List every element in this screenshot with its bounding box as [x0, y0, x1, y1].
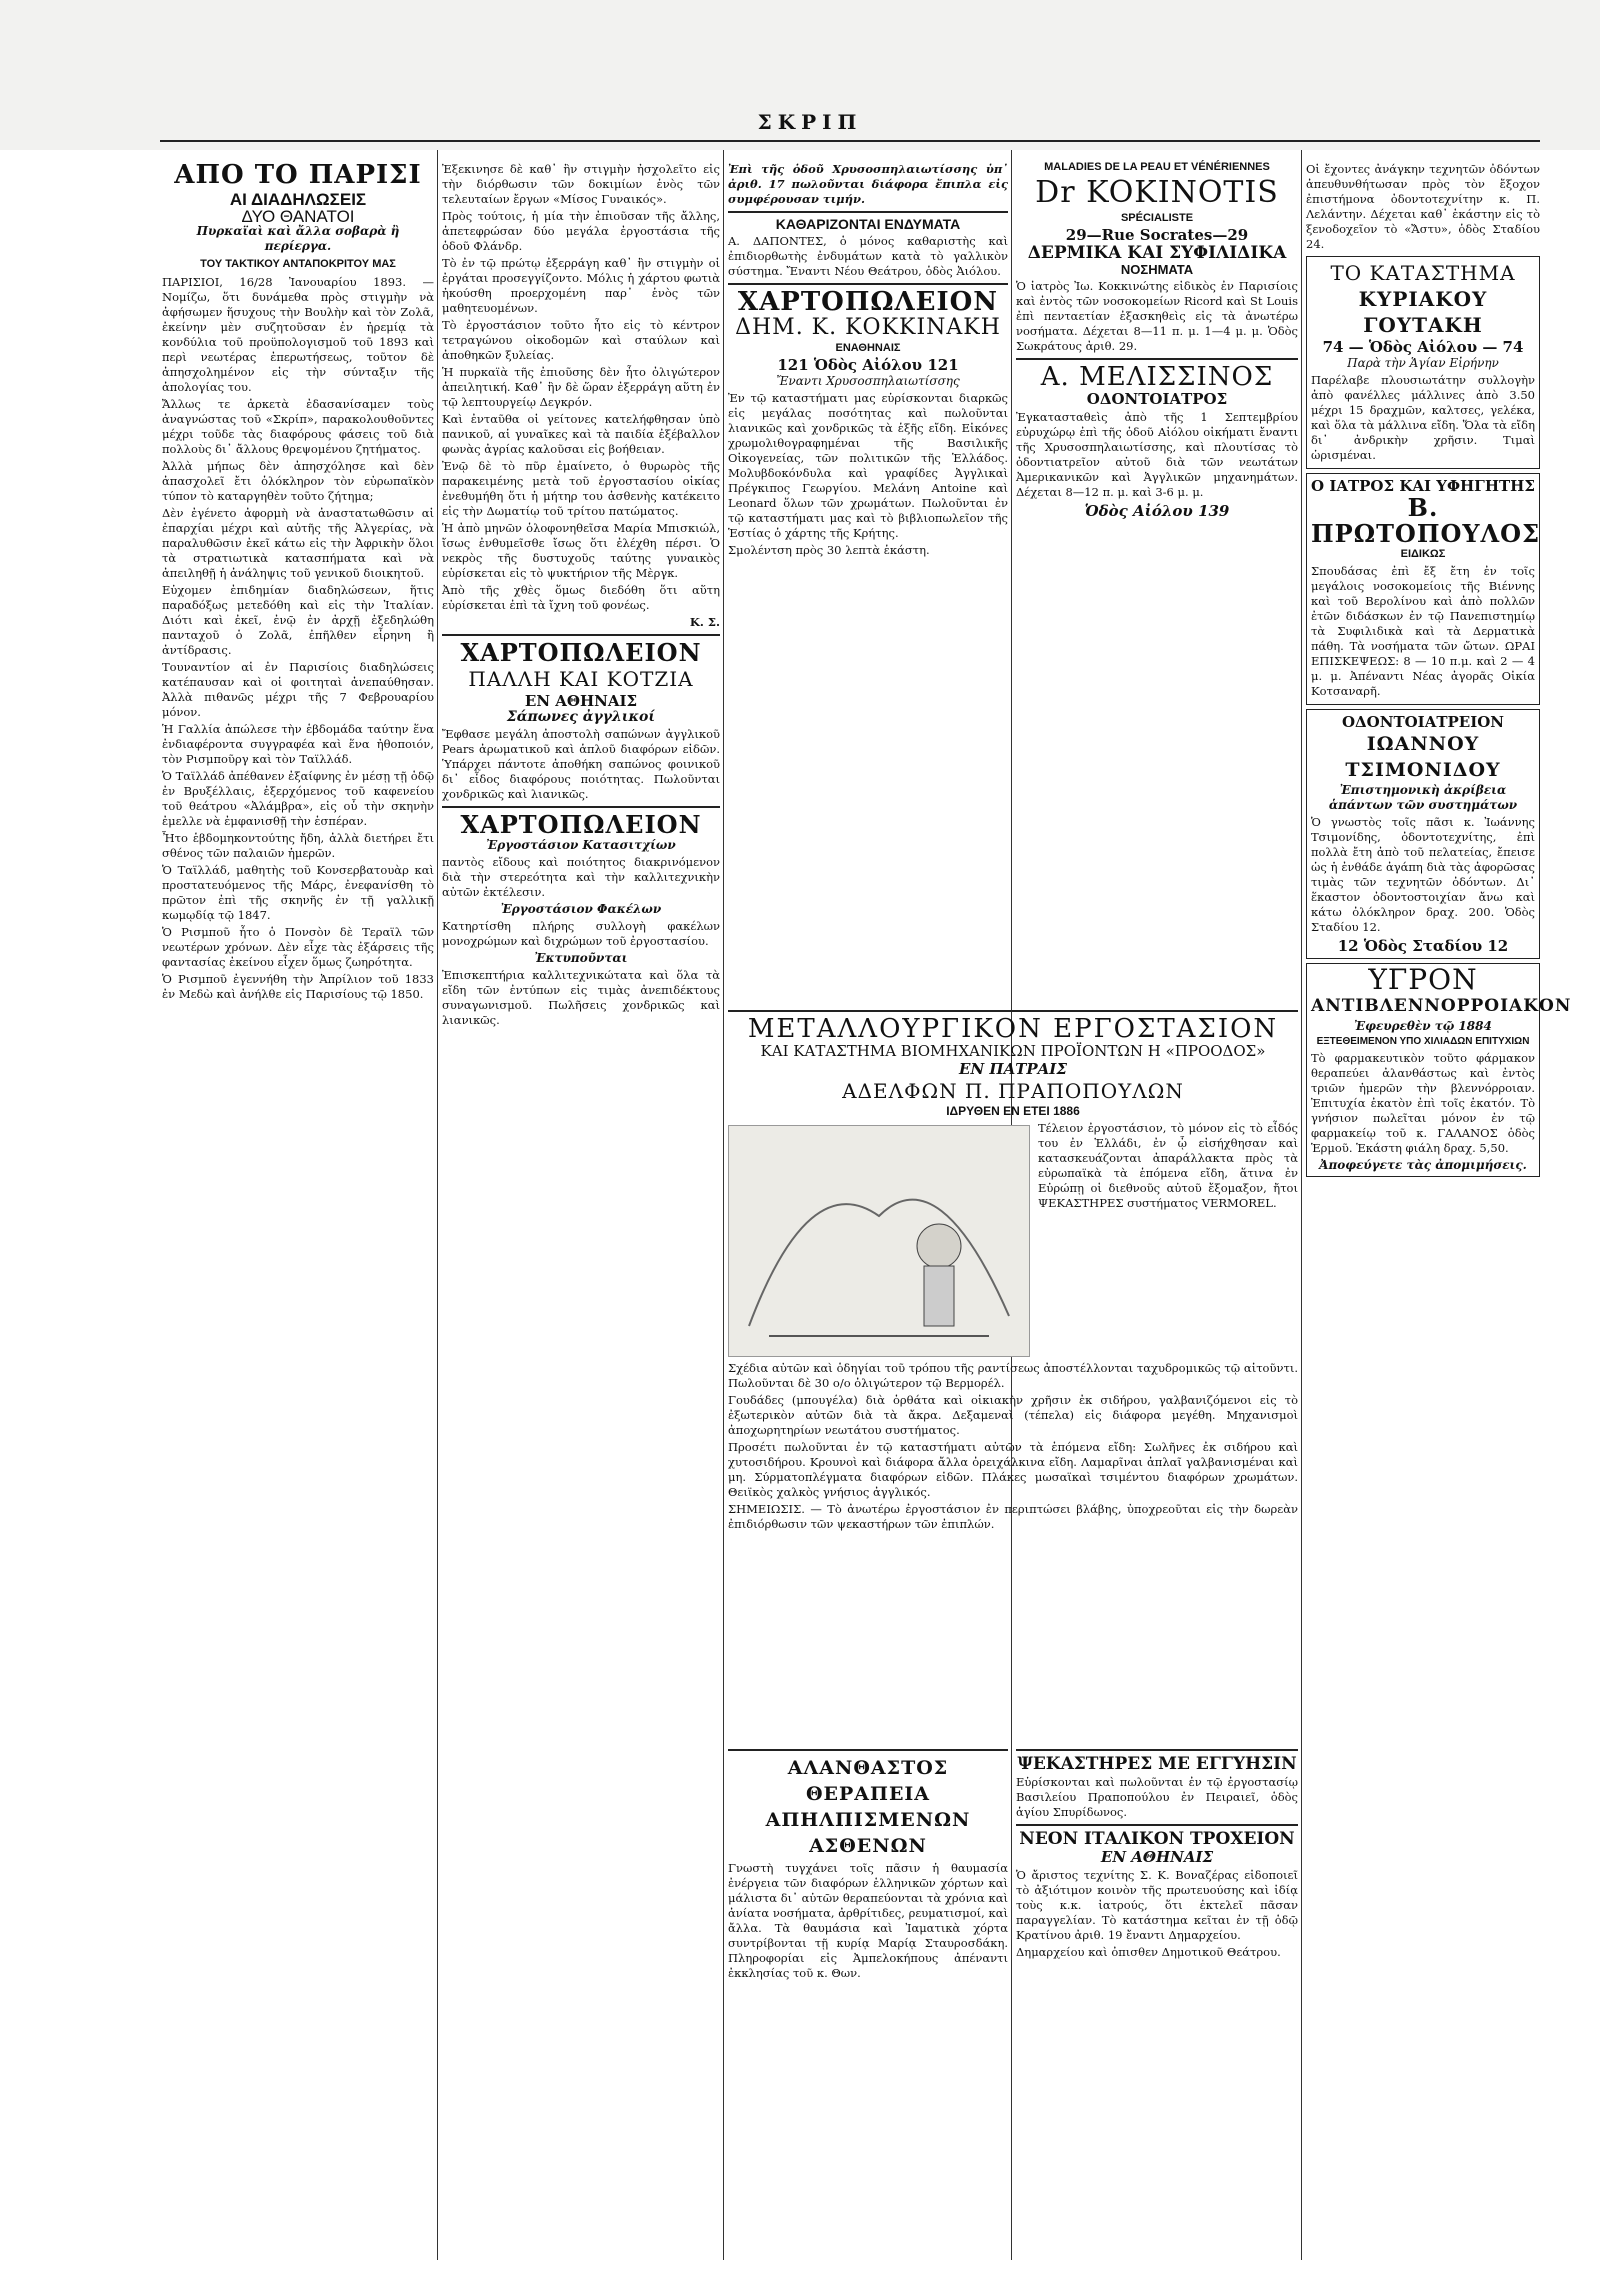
advert-address: 12 Ὁδὸς Σταδίου 12: [1337, 937, 1509, 955]
divider: [728, 1010, 1298, 1012]
advert-subheading: Ἐπιστημονικὴ ἀκρίβεια ἁπάντων τῶν συστημάτων: [1328, 783, 1518, 812]
advert-subheading: ΕΙΔΙΚΩΣ: [1400, 548, 1446, 560]
advert-subheading: ΟΔΟΝΤΟΙΑΤΡΟΣ: [1086, 390, 1228, 408]
advert-subheading: ΙΔΡΥΘΕΝ ΕΝ ΕΤΕΙ 1886: [946, 1104, 1080, 1118]
advert-address: 29—Rue Socrates—29: [1065, 226, 1249, 244]
advert-body: Τέλειον ἐργοστάσιον, τὸ μόνον εἰς τὸ εἶδός του ἐν Ἑλλάδι, ἐν ᾧ εἰσήχθησαν καὶ κατασκευάζονται ἀπαράλλακτα πρὸς τὰ εὐρωπαϊκὰ τὰ ἑπόμενα εἴδη, ἅτινα ἐν Εὐρώπῃ οἱ διεθνοῦς αὐτοῦ ἔξομαξον, ἤτοι ΨΕΚΑΣΤΗΡΕΣ συστήματος VERMOREL.: [1038, 1121, 1298, 1210]
advert-address: 121 Ὁδὸς Αἰόλου 121: [777, 356, 959, 374]
advert-heading: ΚΥΡΙΑΚΟΥ ΓΟΥΤΑΚΗ: [1358, 287, 1488, 337]
advert-goutakis: [1306, 256, 1540, 469]
advert-body: παντὸς εἴδους καὶ ποιότητος διακρινόμενον διὰ τὴν στερεότητα καὶ τὴν καλλιτεχνικὴν αὐτῶν ἐκτέλεσιν.: [442, 855, 720, 899]
advert-heading: ΤΟ ΚΑΤΑΣΤΗΜΑ: [1330, 261, 1516, 285]
article-subtitle: ΑΙ ΔΙΑΔΗΛΩΣΕΙΣ: [229, 190, 367, 209]
advert-address-note: Παρὰ τὴν Ἁγίαν Εἰρήνην: [1347, 356, 1499, 370]
paragraph: Τὸ ἐν τῷ πρώτῳ ἐξερράγη καθ᾽ ἣν στιγμὴν οἱ ἐργάται προσεγγίζοντο. Μόλις ἡ χάρτου φωτιὰ ἠκούσθη προερχομένη παρ᾽ ἑνὸς τῶν μαθητευομένων.: [442, 256, 720, 315]
notice-furniture: Ἐπὶ τῆς ὁδοῦ Χρυσοσπηλαιωτίσσης ὑπ᾽ ἀριθ. 17 πωλοῦνται διάφορα ἔπιπλα εἰς συμφέρουσαν τιμήν.: [728, 162, 1008, 206]
advert-palli-kotzia: [442, 640, 720, 802]
column-rule: [723, 150, 724, 2260]
advert-heading: ΚΑΙ ΚΑΤΑΣΤΗΜΑ ΒΙΟΜΗΧΑΝΙΚΩΝ ΠΡΟΪΟΝΤΩΝ Η «ΠΡΟΟΔΟΣ»: [760, 1042, 1266, 1060]
advert-body: Εὑρίσκονται καὶ πωλοῦνται ἐν τῷ ἐργοστασίῳ Βασιλείου Πραποπούλου ἐν Πειραιεῖ, ὁδὸς ἁγίου Σπυρίδωνος.: [1016, 1775, 1298, 1819]
divider: [1016, 358, 1298, 360]
divider: [728, 1749, 1008, 1751]
advert-heading: ΧΑΡΤΟΠΩΛΕΙΟΝ: [737, 287, 999, 317]
article-title: ΑΠΟ ΤΟ ΠΑΡΙΣΙ: [174, 160, 422, 190]
paragraph: Ἦτο ἑβδομηκοντούτης ἤδη, ἀλλὰ διετήρει ἔτι σθένος τῶν παλαιῶν ἡμερῶν.: [162, 831, 434, 860]
advert-heading: ΧΑΡΤΟΠΩΛΕΙΟΝ: [460, 810, 702, 839]
advert-subheading: Ἐφευρεθὲν τῷ 1884: [1354, 1019, 1492, 1033]
advert-heading: ΠΑΛΛΗ ΚΑΙ ΚΟΤΖΙΑ: [468, 667, 694, 691]
advert-heading: ΑΝΤΙΒΛΕΝΝΟΡΡΟΙΑΚΟΝ: [1311, 996, 1572, 1016]
advert-chartopoleion: [442, 812, 720, 1028]
advert-body: Ὁ ἰατρὸς Ἰω. Κοκκινώτης εἰδικὸς ἐν Παρισίοις καὶ ἐντὸς τῶν νοσοκομείων Ricord καὶ St Louis ἐπὶ πενταετίαν ἐξασκηθεὶς εἰς τὰ ἀνωτέρω νοσήματα. Δέχεται 8—11 π. μ. 1—4 μ. μ. Ὁδὸς Σωκράτους ἀριθ. 29.: [1016, 279, 1298, 353]
advert-body: Ὁ γνωστὸς τοῖς πᾶσι κ. Ἰωάννης Τσιμονίδης, ὀδοντοτεχνίτης, ἐπὶ πολλὰ ἔτη ἀπὸ τοῦ πελατείας, ἔπεισε ὡς ἡ ἐνθάδε ἀγάπη διὰ τὰς ἀφορῶσας τιμὰς τῶν τεχνητῶν ὀδόντων. Δι᾽ ἕκαστον ὀδοντοστοιχίαν ἄνω καὶ κάτω ὀλόκληρον δραχ. 200. Ὁδὸς Σταδίου 12.: [1311, 815, 1535, 934]
advert-body: Τὸ φαρμακευτικὸν τοῦτο φάρμακον θεραπεύει ἀλανθάστως καὶ ἐντὸς τριῶν ἡμερῶν τὴν βλεννόρροιαν. Ἐπιτυχία ἐκατὸν ἐπὶ τοῖς ἑκατόν. Τὸ γνήσιον πωλεῖται μόνον ἐν τῷ φαρμακείῳ τοῦ κ. ΓΑΛΑΝΟΣ ὁδὸς Ἑρμοῦ. Ἑκάστη φιάλη δραχ. 5,50.: [1311, 1051, 1535, 1155]
article-signature: Κ. Σ.: [689, 615, 720, 629]
advert-subheading: ΕΝ ΠΑΤΡΑΙΣ: [959, 1060, 1067, 1078]
advert-subheading: ΕΝ ΑΘΗΝΑΙΣ: [1100, 1848, 1214, 1866]
advert-heading: ΧΑΡΤΟΠΩΛΕΙΟΝ: [460, 638, 702, 667]
advert-heading: ΨΕΚΑΣΤΗΡΕΣ ΜΕ ΕΓΓΥΗΣΙΝ: [1017, 1754, 1297, 1774]
advert-heading: Β. ΠΡΩΤΟΠΟΥΛΟΣ: [1311, 493, 1541, 548]
advert-address-note: Ἔναντι Χρυσοσπηλαιωτίσσης: [776, 374, 960, 388]
column-4: [1016, 160, 1298, 1000]
paragraph: Ὁ Ρισμποῦ ἦτο ὁ Πονσὸν δὲ Τεραϊλ τῶν νεωτέρων χρόνων. Δὲν εἶχε τὰς ἐξάρσεις τῆς φαντασίας ἐκείνου εἶχεν ὅμως ζωηρότητα.: [162, 925, 434, 969]
advert-sprayers-tram: [1016, 1745, 1298, 2225]
paragraph: Πρὸς τούτοις, ἡ μία τὴν ἐπιοῦσαν τῆς ἄλλης, ἀπετεφρώσαν δύο μεγάλα ἐργοστάσια τῆς ὁδοῦ Φλάνδρ.: [442, 209, 720, 253]
paragraph: Ἐνῷ δὲ τὸ πῦρ ἐμαίνετο, ὁ θυρωρὸς τῆς παρακειμένης μετὰ τοῦ ἐργοστασίου οἰκίας ἐνεθυμήθη ὅτι ἡ μήτηρ του ἀσθενὴς κατέκειτο εἰς τὴν Δωματίῳ τοῦ τρίτου πατώματος.: [442, 459, 720, 518]
advert-heading: ΟΔΟΝΤΟΙΑΤΡΕΙΟΝ: [1341, 713, 1505, 731]
advert-therapy: [728, 1745, 1008, 2225]
advert-heading: ΑΛΑΝΘΑΣΤΟΣ ΘΕΡΑΠΕΙΑ: [787, 1757, 949, 1805]
paragraph: Ἀπὸ τῆς χθὲς ὅμως διεδόθη ὅτι αὕτη εὑρίσκεται ἐπὶ τὰ ἴχνη τοῦ φονέως.: [442, 583, 720, 612]
paragraph: Ἡ Γαλλία ἀπώλεσε τὴν ἑβδομάδα ταύτην ἕνα ἐνδιαφέροντα συγγραφέα καὶ ἕνα ἠθοποιόν, τὸν Ρισμποῦργ καὶ τὸν Ταϊλλάδ.: [162, 722, 434, 766]
divider: [442, 806, 720, 808]
paragraph: Δὲν ἐγένετο ἀφορμὴ νὰ ἀναστατωθῶσιν αἱ ἐπαρχίαι μέχρι καὶ αὐτῆς τῆς Ἀλγερίας, νὰ παραλυθῶσιν ἐκεῖ κάτω εἰς τὴν Ἀφρικὴν ὅλοι τὰ στρατιωτικὰ κατασπήματα καὶ νὰ ἀπειληθῇ ἡ ἀνάληψις τοῦ γενικοῦ διοικητοῦ.: [162, 506, 434, 580]
advert-body: Ἐν τῷ καταστήματι μας εὑρίσκονται διαρκῶς εἰς μεγάλας ποσότητας καὶ πωλοῦνται λιανικῶς καὶ χονδρικῶς τὰ ἑξῆς εἴδη. Εἰκόνες χρωμολιθογραφημέναι τῆς Βασιλικῆς Οἰκογενείας, τῶν πολιτικῶν τῆς Ἑλλάδος. Μολυβδοκόνδυλα καὶ γραφίδες Ἀγγλικαὶ Πρέγκιπος Γεωργίου. Μελάνη Antoine καὶ Leonard ὅλων τῶν χρωμάτων. Πωλοῦνται ἐν τῷ καταστήματι μας καὶ τὸ βιβλιοπωλεῖον τῆς Ἑστίας ὁ χάρτης τῆς Κρήτης.: [728, 391, 1008, 540]
advert-subheading: ΕΝΑΘΗΝΑΙΣ: [835, 342, 901, 354]
paragraph: Καὶ ἐνταῦθα οἱ γείτονες κατελήφθησαν ὑπὸ πανικοῦ, αἱ γυναῖκες καὶ τὰ παιδία ἐξέβαλλον φωνὰς ἀγρίας καλοῦσαι εἰς βοήθειαν.: [442, 412, 720, 456]
paragraph: Ὁ Ταϊλλάδ, μαθητὴς τοῦ Κονσερβατουὰρ καὶ προστατευόμενος τῆς Μάρς, ἐνεφανίσθη τὸ πρῶτον ἐπὶ τῆς σκηνῆς ἐν τῇ γαλλικῇ κωμῳδίᾳ τῷ 1847.: [162, 863, 434, 922]
advert-subheading: ΝΟΣΗΜΑΤΑ: [1120, 262, 1194, 277]
paragraph: Ἄλλως τε ἀρκετὰ ἐδασανίσαμεν τοὺς ἀναγνώστας τοῦ «Σκρίπ», παρακολουθοῦντες μέχρι τοῦδε τὰς διαφόρους φάσεις τοῦ διὰ πολλοὺς δι᾽ ἄλλους θρεψομένου ζητήματος.: [162, 397, 434, 456]
advert-body: ΣΗΜΕΙΩΣΙΣ. — Τὸ ἀνωτέρω ἐργοστάσιον ἐν περιπτώσει βλάβης, ὑποχρεοῦται εἰς τὴν δωρεὰν ἐπιδιόρθωσιν τῶν ψεκαστήρων τῶν ἐπιπλών.: [728, 1502, 1298, 1531]
advert-body: Δημαρχείου καὶ ὀπισθεν Δημοτικοῦ Θεάτρου.: [1016, 1945, 1281, 1959]
advert-protopoulos: [1306, 473, 1540, 705]
paragraph: ΠΑΡΙΣΙΟΙ, 16/28 Ἰανουαρίου 1893. — Νομίζω, ὅτι δυνάμεθα πρὸς στιγμὴν νὰ ἀφήσωμεν ἥσυχους τὴν Βουλὴν καὶ τὸν Ζολᾶ, ἐκείνην μὲν συζητοῦσαν ἐν ἠρεμίᾳ τὰ κονδύλια τοῦ προϋπολογισμοῦ τοῦ 1893 καὶ περὶ νεωτέρας ἐπερωτήσεως, τοῦτον δὲ ἀπησχολημένον εἰς τὴν σύνταξιν τῆς ἀπολογίας του.: [162, 275, 434, 394]
advert-subheading: ΕΝ ΑΘΗΝΑΙΣ: [524, 692, 638, 710]
advert-body: Ἐπισκεπτήρια καλλιτεχνικώτατα καὶ ὅλα τὰ εἴδη τῶν ἐντύπων εἰς τιμὰς ἀνεπιδέκτους συναγωνισμοῦ. Πωλῆσεις χονδρικῶς καὶ λιανικῶς.: [442, 968, 720, 1027]
advert-heading: ΑΠΗΛΠΙΣΜΕΝΩΝ ΑΣΘΕΝΩΝ: [765, 1809, 971, 1857]
column-2: [442, 160, 720, 2260]
advert-body: Γνωστὴ τυγχάνει τοῖς πᾶσιν ἡ θαυμασία ἐνέργεια τῶν διαφόρων ἑλληνικῶν χόρτων καὶ μάλιστα δι᾽ αὐτῶν θεραπεύονται τὰ χρόνια καὶ ἀνίατα νοσήματα, ἀρθρίτιδες, ρευματισμοί, καὶ ἄλλα. Τὰ θαυμάσια καὶ Ἰαματικὰ χόρτα συντρίβονται τῇ κυρίᾳ Μαρίᾳ Σταυροσδάκη. Πληροφορίαι εἰς Ἀμπελοκήπους ἀπέναντι ἐκκλησίας τοῦ κ. Θων.: [728, 1861, 1008, 1980]
article-subtitle: Πυρκαϊαὶ καὶ ἄλλα σοβαρὰ ἢ περίεργα.: [196, 224, 400, 253]
advert-heading: Dr KOKINOTIS: [1035, 175, 1279, 210]
divider: [1016, 1749, 1298, 1751]
advert-body: Σμολέντση πρὸς 30 λεπτὰ ἑκάστη.: [728, 543, 930, 557]
column-5: [1306, 160, 1572, 2260]
advert-body: Ἐγκατασταθεὶς ἀπὸ τῆς 1 Σεπτεμβρίου εὐρυχώρῳ ἐπὶ τῆς ὁδοῦ Αἰόλου οἰκήματι ἔναντι τῆς Χρυσοσπηλαιωτίσσης, καὶ πλουτίσας τὸ ὀδοντιατρεῖον αὐτοῦ διὰ τῶν νεωτάτων Ἀμερικανικῶν καὶ Ἀγγλικῶν μηχανημάτων. Δέχεται 8—12 π. μ. καὶ 3-6 μ. μ.: [1016, 410, 1298, 499]
advert-heading: Ο ΙΑΤΡΟΣ ΚΑΙ ΥΦΗΓΗΤΗΣ: [1311, 477, 1535, 495]
divider: [442, 634, 720, 636]
divider: [728, 211, 1008, 213]
column-rule: [437, 150, 438, 2260]
advert-body: Σχέδια αὐτῶν καὶ ὁδηγίαι τοῦ τρόπου τῆς ραντίσεως ἀποστέλλονται ταχυδρομικῶς τῷ αἰτοῦντι. Πωλοῦνται δὲ 30 ο/ο ὀλιγώτερον τῷ Βερμορέλ.: [728, 1361, 1298, 1390]
column-3: [728, 160, 1008, 1000]
advert-address: Ὁδὸς Αἰόλου 139: [1084, 502, 1230, 520]
advert-subheading: Σάπωνες ἀγγλικοί: [506, 709, 656, 725]
advert-tsimonidis: [1306, 709, 1540, 959]
paragraph: Τὸ ἐργοστάσιον τοῦτο ἦτο εἰς τὸ κέντρον τετραγώνου οἰκοδομῶν καὶ σταύλων καὶ ἀποθηκῶν ξυλείας.: [442, 318, 720, 362]
advert-body: Προσέτι πωλοῦνται ἐν τῷ καταστήματι αὐτῶν τὰ ἑπόμενα εἴδη: Σωλῆνες ἐκ σιδήρου καὶ χυτοσιδήρου. Κρουνοὶ καὶ διάφορα ἄλλα ὀρειχάλκινα εἴδη. Λαμαρῖναι ἀπλαῖ γαλβανισμέναι καὶ μη. Σύρματοπλέγματα διαφόρων εἰδῶν. Πλάκες μωσαϊκαὶ τσιμέντου διαφόρων χρωμάτων. Θειϊκὸς χαλκὸς γνήσιος ἀγγλικός.: [728, 1440, 1298, 1499]
advert-antiblennorrhea: [1306, 963, 1572, 1177]
advert-heading: ΔΗΜ. Κ. ΚΟΚΚΙΝΑΚΗ: [735, 315, 1001, 340]
advert-address: 74 — Ὁδὸς Αἰόλου — 74: [1322, 338, 1524, 356]
paragraph: Ὁ Ταϊλλάδ ἀπέθανεν ἐξαίφνης ἐν μέσῃ τῇ ὁδῷ ἐν Βρυξέλλαις, ἐξερχόμενος τοῦ καφενείου τοῦ θεάτρου «Ἀλάμβρα», εἰς οὗ τὴν σκηνὴν ἐμελλε νὰ ἐμφανισθῇ τὴν ἑσπέραν.: [162, 769, 434, 828]
advert-body: Ὁ ἄριστος τεχνίτης Σ. Κ. Βοναζέρας εἰδοποιεῖ τὸ ἀξιότιμον κοινὸν τῆς πρωτευούσης καὶ ἰδίᾳ τοὺς κ.κ. ἰατρούς, ὅτι ἐκτελεῖ πᾶσαν παραγγελίαν. Τὸ κατάστημα κεῖται ἐν τῇ ὁδῷ Κρατίνου ἀριθ. 19 ἔναντι Δημαρχείου.: [1016, 1868, 1298, 1942]
advert-heading: ΑΔΕΛΦΩΝ Π. ΠΡΑΠΟΠΟΥΛΩΝ: [842, 1079, 1184, 1103]
advert-heading: MALADIES DE LA PEAU ET VÉNÉRIENNES: [1044, 161, 1270, 173]
paragraph: Ἡ ἀπὸ μηνῶν ὁλοφονηθεῖσα Μαρία Μπισκιώλ, ἴσως ἐνθυμεῖσθε ἴσως ὅτι ἐλέχθη πέρσι. Ὁ νεκρὸς τῆς δυστυχοῦς ταύτης γυναικὸς εὑρίσκεται εἰς τὸ ψυκτήριον τῆς Μὲργκ.: [442, 521, 720, 580]
divider: [728, 283, 1008, 285]
article-subtitle: ΔΥΟ ΘΑΝΑΤΟΙ: [241, 207, 355, 226]
column-1: [162, 160, 434, 2260]
advert-subheading: Ἐργοστάσιον Κατασιτχίων: [486, 838, 676, 852]
paragraph: Ὁ Ρισμποῦ ἐγεννήθη τὴν Ἀπρίλιον τοῦ 1833 ἐν Μεδὼ καὶ ἀνήλθε εἰς Παρισίους τῷ 1850.: [162, 972, 434, 1001]
paragraph: Ἀλλὰ μήπως δὲν ἀπησχόλησε καὶ δὲν ἀπασχολεῖ ἔτι ὁλόκληρον τὸν εὐρωπαϊκὸν τύπον τὸ καταργηθὲν τοῦτο ζήτημα;: [162, 459, 434, 503]
paragraph: Ἡ πυρκαϊὰ τῆς ἐπιοῦσης δὲν ἦτο ὀλιγώτερον ἀπειλητική. Καθ᾽ ἣν δὲ ὥραν ἐξερράγη αὕτη ἐν τῷ λεπτουργείῳ Δεγκρόν.: [442, 365, 720, 409]
advert-subheading: ΕΞΤΕΘΕΙΜΕΝΟΝ ΥΠΟ ΧΙΛΙΑΔΩΝ ΕΠΙΤΥΧΙΩΝ: [1316, 1036, 1530, 1047]
newspaper-masthead: ΣΚΡΙΠ: [757, 110, 863, 134]
advert-body: Γουδάδες (μπουγέλα) διὰ ὁρθάτα καὶ οἰκιακὴν χρῆσιν ἐκ σιδήρου, γαλβανιζόμενοι εἰς τὸ ἐξωτερικὸν αὐτῶν διὰ τὰ ἄκρα. Δεξαμεναὶ (τέπελα) εἰς διάφορα μεγέθη. Μηχανισμοὶ ἀποχωρητηρίων νεωτάτου συστήματος.: [728, 1393, 1298, 1437]
advert-body: Ἔφθασε μεγάλη ἀποστολὴ σαπώνων ἀγγλικοῦ Pears ἀρωματικοῦ καὶ ἁπλοῦ διαφόρων εἰδῶν. Ὑπάρχει πάντοτε ἀποθήκη σαπώνος φοινικοῦ δι᾽ εἶδος διαφόρους ποιότητας. Πωλοῦνται χονδρικῶς καὶ λιανικῶς.: [442, 727, 720, 801]
paragraph: Ἐξεκινησε δὲ καθ᾽ ἣν στιγμὴν ἠσχολεῖτο εἰς τὴν διόρθωσιν τῶν δοκιμίων ἑνὸς τῶν τελευταίων ἔργων «Μίσος Γυναικός».: [442, 162, 720, 206]
advert-heading: ΙΩΑΝΝΟΥ ΤΣΙΜΟΝΙΔΟΥ: [1345, 733, 1501, 781]
advert-body: Κατηρτίσθη πλήρης συλλογὴ φακέλων μονοχρώμων καὶ διχρώμων τοῦ ἐργοστασίου.: [442, 919, 720, 948]
sprayer-illustration-drawing: [729, 1126, 1029, 1356]
advert-body: Παρέλαβε πλουσιωτάτην συλλογὴν ἀπὸ φανέλλες μάλλινες ἀπὸ 3.50 μέχρι 15 δραχμῶν, καλτσες, γελέκα, καὶ ὅλα τὰ μάλλινα εἴδη. Ὅλα τὰ εἴδη δι᾽ ἀνδρικὴν χρῆσιν. Τιμαὶ ὡρισμέναι.: [1311, 373, 1535, 462]
advert-subheading: Ἐκτυποῦνται: [534, 951, 628, 965]
advert-body: Οἱ ἔχοντες ἀνάγκην τεχνητῶν ὀδόντων ἀπευθυνθήτωσαν πρὸς τὸν ἔξοχον ἐπιστήμονα ὀδοντοτεχνίτην κ. Π. Λελάντην. Δέχεται καθ᾽ ἑκάστην εἰς τὸ ξενοδοχεῖον τὸ «Ἄστυ», ὁδὸς Σταδίου 24.: [1306, 162, 1540, 251]
advert-heading: ΜΕΤΑΛΛΟΥΡΓΙΚΟΝ ΕΡΓΟΣΤΑΣΙΟΝ: [747, 1014, 1279, 1044]
paragraph: Εὐχομεν ἐπιδημίαν διαδηλώσεων, ἥτις παραδόξως μετεδόθη καὶ εἰς τὴν Ἰταλίαν. Διότι καὶ ἐκεῖ, ἐνῷ ἐν ἀρχῇ ἐξεδηλώθη πανταχοῦ ὁ Ζολᾶ, ἐπῆλθεν εἶρηνη ἢ ἀντίδρασις.: [162, 583, 434, 657]
masthead-rule: [160, 140, 1540, 142]
advert-heading: Α. ΜΕΛΙΣΣΙΝΟΣ: [1040, 362, 1274, 392]
article-byline: ΤΟΥ ΤΑΚΤΙΚΟΥ ΑΝΤΑΠΟΚΡΙΤΟΥ ΜΑΣ: [200, 258, 396, 270]
advert-heading: ΥΓΡΟΝ: [1368, 963, 1478, 996]
paragraph: Τουναντίον αἱ ἐν Παρισίοις διαδηλώσεις κατέπαυσαν καὶ οἱ φοιτηταὶ ἀνεπαύθησαν. Ἀλλὰ πιθανῶς μέχρι τῆς 7 Φεβρουαρίου μόνον.: [162, 660, 434, 719]
advert-subheading: Ἐργοστάσιον Φακέλων: [500, 902, 662, 916]
advert-body: Σπουδάσας ἐπὶ ἔξ ἔτη ἐν τοῖς μεγάλοις νοσοκομείοις τῆς Βιέννης καὶ τοῦ Βερολίνου καὶ ἀπὸ πολλῶν ἐτῶν διδάσκων ἐν τῷ Πανεπιστημίῳ τὰ Συφιλιδικὰ καὶ τὰ Δερματικὰ πάθη. Τὰ νοσήματα τῶν ὤτων. ΩΡΑΙ ΕΠΙΣΚΕΨΕΩΣ: 8 — 10 π.μ. καὶ 2 — 4 μ. μ. Ἀπέναντι Νέας ἀγορᾶς Οἰκία Κοτσαναρῆ.: [1311, 564, 1535, 698]
advert-footer: Ἀποφεύγετε τὰς ἀπομιμήσεις.: [1319, 1158, 1527, 1172]
divider: [1016, 1824, 1298, 1826]
advert-body: Α. ΔΑΠΟΝΤΕΣ, ὁ μόνος καθαριστὴς καὶ ἐπιδιορθωτὴς ἐνδυμάτων κατὰ τὸ γαλλικὸν σύστημα. Ἔναντι Νέου Θεάτρου, ὁδὸς Ἀιόλου.: [728, 234, 1008, 278]
advert-heading: ΔΕΡΜΙΚΑ ΚΑΙ ΣΥΦΙΛΙΔΙΚΑ: [1027, 243, 1287, 263]
column-rule: [1301, 150, 1302, 2260]
advert-subheading: SPÉCIALISTE: [1120, 212, 1194, 224]
sprayer-illustration: [728, 1125, 1030, 1357]
advert-metal-factory: [728, 1006, 1298, 1531]
advert-heading: ΚΑΘΑΡΙΖΟΝΤΑΙ ΕΝΔΥΜΑΤΑ: [775, 216, 961, 232]
advert-heading: ΝΕΟΝ ΙΤΑΛΙΚΟΝ ΤΡΟΧΕΙΟΝ: [1019, 1829, 1295, 1849]
